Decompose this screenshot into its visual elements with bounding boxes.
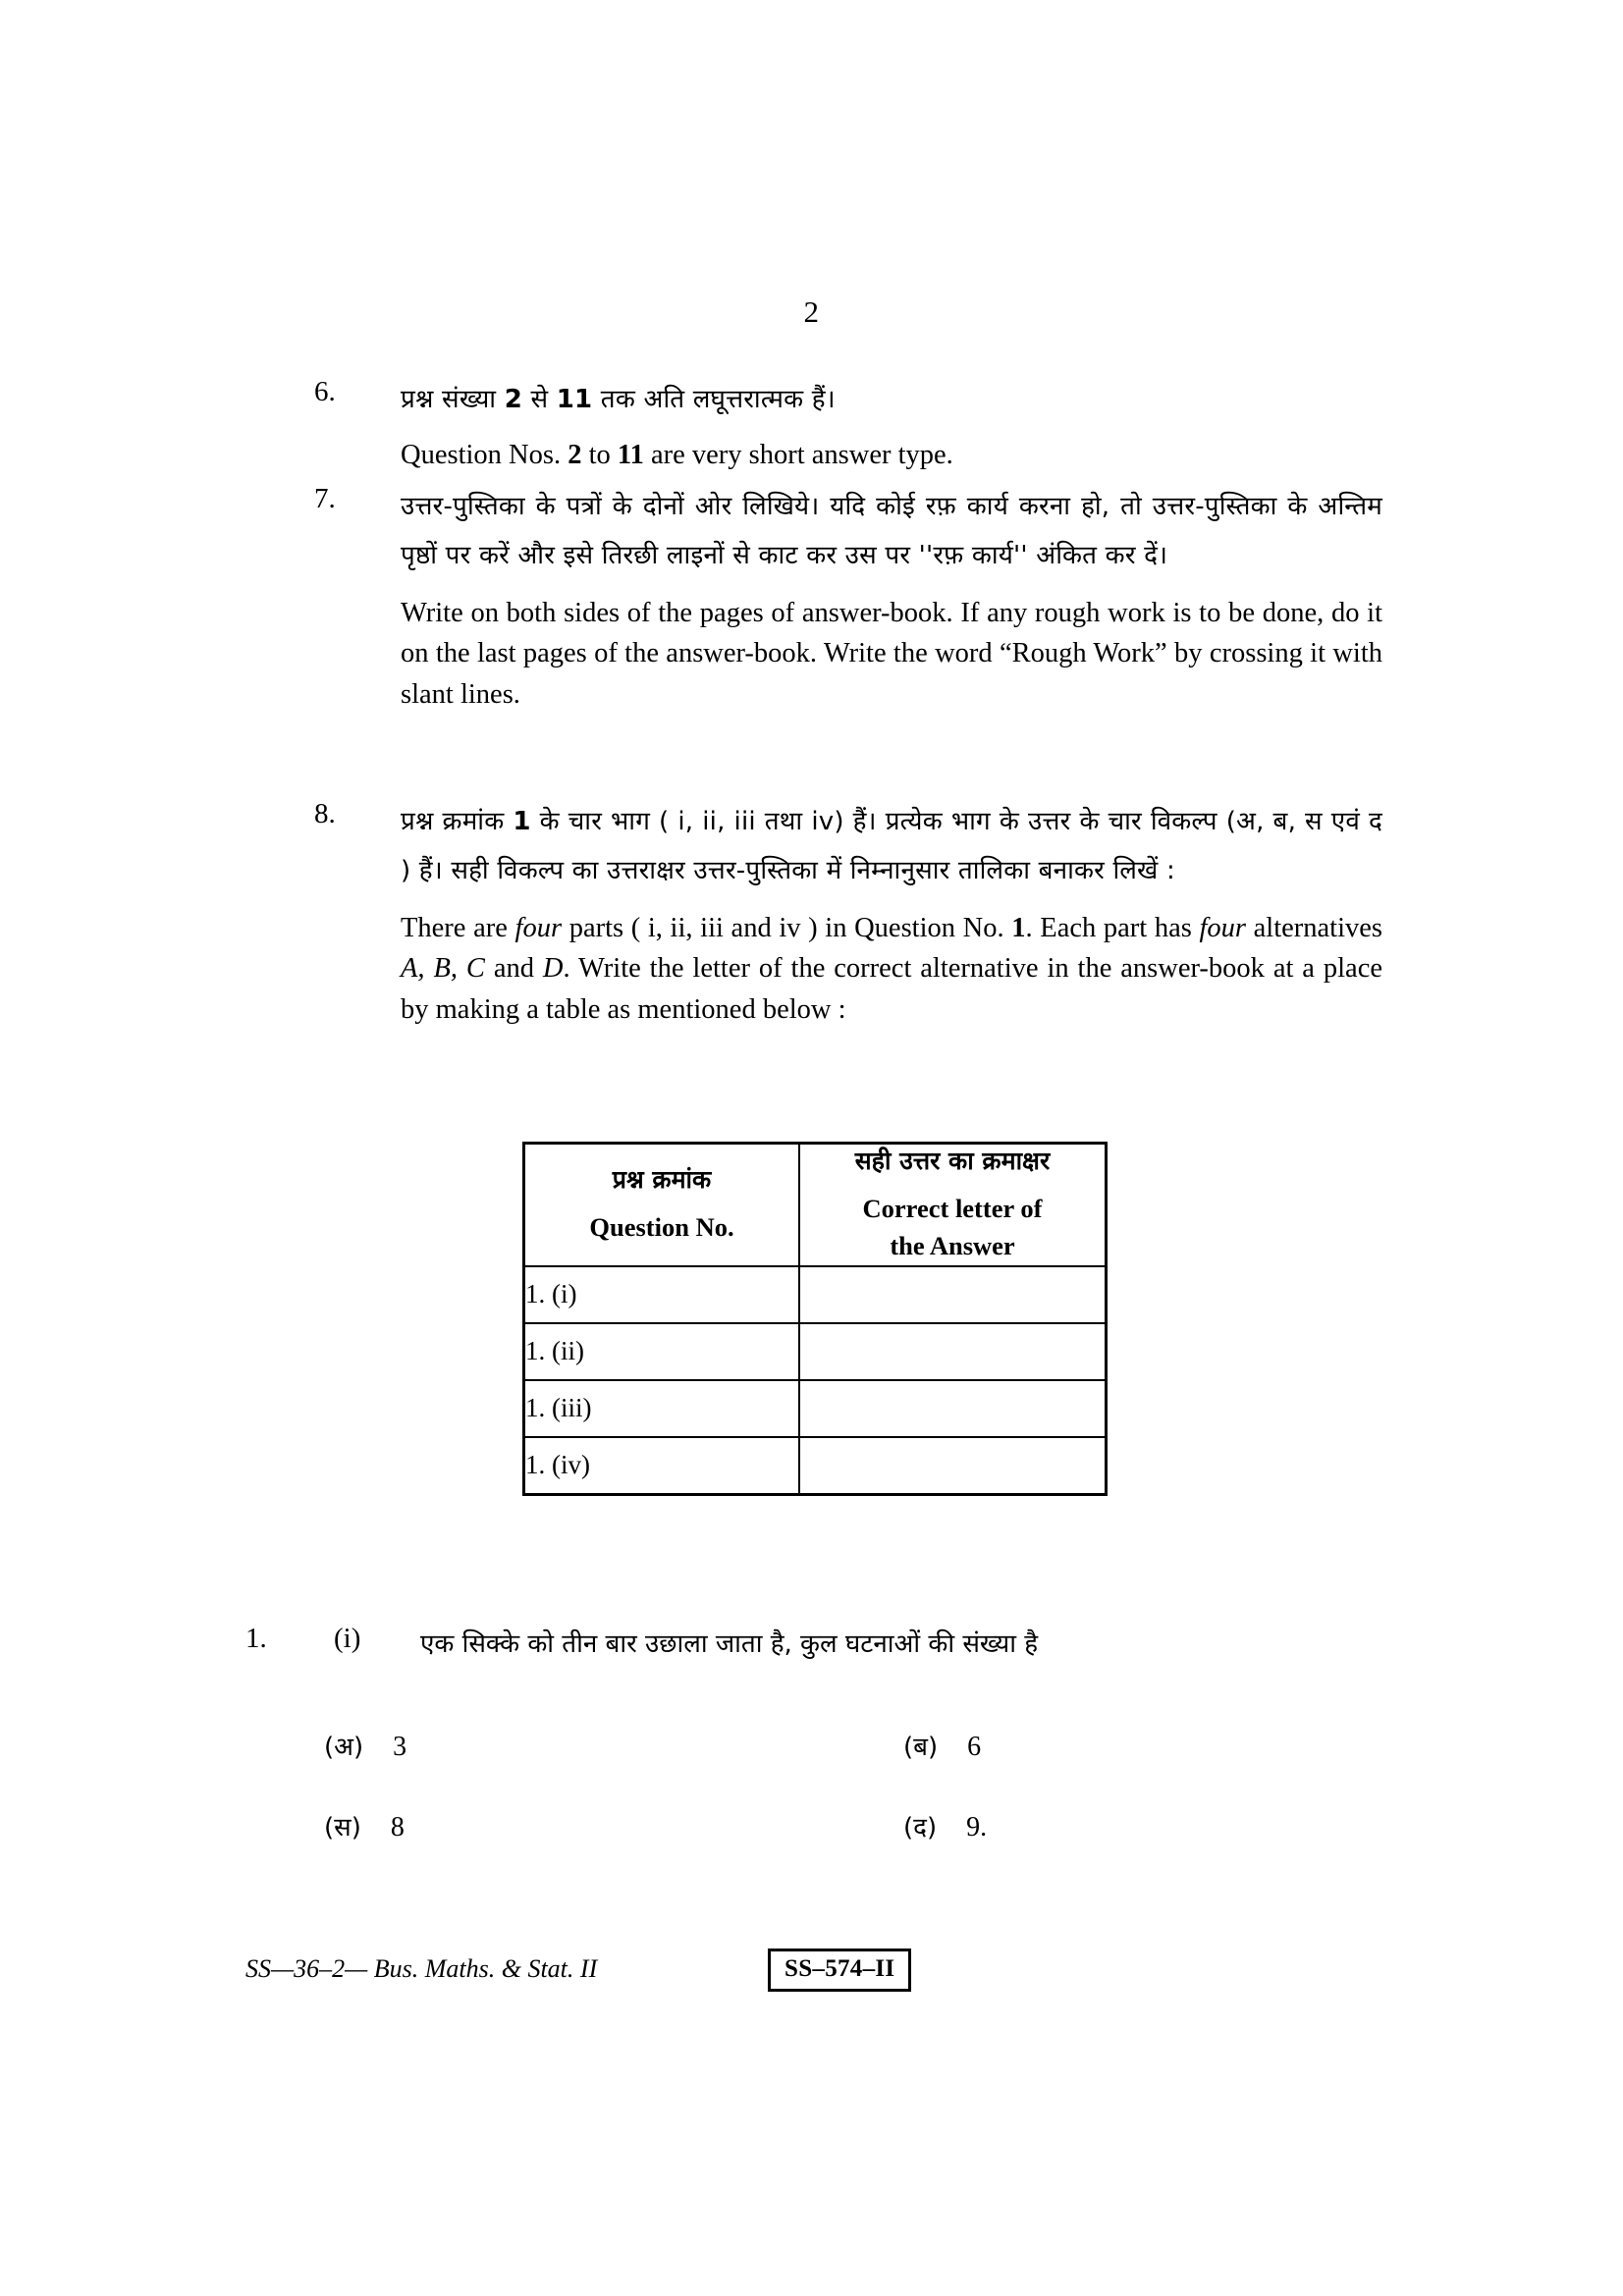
table-header-correct-answer-english xyxy=(800,1190,1105,1265)
table-cell-answer[interactable] xyxy=(799,1323,1107,1380)
table-header-correct-answer-line1: Correct letter of xyxy=(862,1193,1043,1223)
option-c[interactable] xyxy=(324,1808,405,1843)
table-cell-question-no: 1. (i) xyxy=(524,1266,800,1323)
footer-paper-code-box: SS–574–II xyxy=(768,1949,911,1992)
question-1-part-label: (i) xyxy=(334,1623,361,1654)
option-b-key: (ब) xyxy=(903,1733,939,1762)
instruction-number-7: 7. xyxy=(314,483,336,514)
option-a-key: (अ) xyxy=(324,1733,364,1762)
option-row-1 xyxy=(324,1728,1424,1808)
question-1-text: एक सिक्के को तीन बार उछाला जाता है, कुल घटनाओं की संख्या है xyxy=(420,1629,1039,1659)
instruction-item-8 xyxy=(314,798,1394,1031)
option-c-key: (स) xyxy=(324,1813,361,1842)
instruction-number-8: 8. xyxy=(314,798,336,829)
option-a-value: 3 xyxy=(393,1732,407,1762)
footer-subject-code: SS—36–2— Bus. Maths. & Stat. II xyxy=(245,1954,598,1983)
table-header-correct-answer xyxy=(799,1144,1107,1266)
option-b-value: 6 xyxy=(967,1732,982,1762)
instruction-body-8 xyxy=(401,798,1394,1031)
instruction-6-hindi: प्रश्न संख्या 2 से 11 तक अति लघूत्तरात्मक हैं। xyxy=(401,385,836,414)
table-header-question-no xyxy=(524,1144,800,1266)
table-row xyxy=(524,1323,1107,1380)
option-c-value: 8 xyxy=(390,1812,405,1842)
option-d[interactable] xyxy=(903,1808,987,1843)
instruction-body-6 xyxy=(401,376,1394,476)
option-a[interactable] xyxy=(324,1728,406,1763)
instruction-number-6: 6. xyxy=(314,376,336,407)
instruction-8-hindi: प्रश्न क्रमांक 1 के चार भाग ( i, ii, iii तथा iv) हैं। प्रत्येक भाग के उत्तर के चार विकल्प (अ, ब, स एवं द ) हैं। सही विकल्प का उत्तराक्षर उत्तर-पुस्तिका में निम्नानुसार तालिका बनाकर लिखें : xyxy=(401,807,1383,885)
table-cell-answer[interactable] xyxy=(799,1437,1107,1495)
table-header-correct-answer-line2: the Answer xyxy=(890,1231,1015,1261)
question-1 xyxy=(245,1623,1473,1666)
instruction-item-7 xyxy=(314,483,1394,716)
answer-format-table xyxy=(522,1142,1108,1496)
question-1-number: 1. xyxy=(245,1623,267,1654)
table-header-correct-answer-hindi: सही उत्तर का क्रमाक्षर xyxy=(854,1147,1051,1175)
page-footer xyxy=(245,1949,1424,1998)
option-b[interactable] xyxy=(903,1728,981,1763)
table-row xyxy=(524,1380,1107,1437)
option-d-key: (द) xyxy=(903,1813,938,1842)
table-row xyxy=(524,1437,1107,1495)
instruction-7-hindi: उत्तर-पुस्तिका के पत्रों के दोनों ओर लिखिये। यदि कोई रफ़ कार्य करना हो, तो उत्तर-पुस्तिका के अन्तिम पृष्ठों पर करें और इसे तिरछी लाइनों से काट कर उस पर ''रफ़ कार्य'' अंकित कर दें। xyxy=(401,492,1382,570)
table-cell-answer[interactable] xyxy=(799,1380,1107,1437)
table-cell-question-no: 1. (iv) xyxy=(524,1437,800,1495)
instruction-body-7 xyxy=(401,483,1394,716)
table-cell-question-no: 1. (ii) xyxy=(524,1323,800,1380)
table-cell-question-no: 1. (iii) xyxy=(524,1380,800,1437)
page-number: 2 xyxy=(803,294,820,329)
table-cell-answer[interactable] xyxy=(799,1266,1107,1323)
table-row xyxy=(524,1266,1107,1323)
instruction-item-6 xyxy=(314,376,1394,476)
table-header-question-no-english: Question No. xyxy=(589,1211,734,1242)
instruction-6-english: Question Nos. 2 to 11 are very short answer type. xyxy=(401,439,953,470)
instruction-7-english: Write on both sides of the pages of answer-book. If any rough work is to be done, do it on the last pages of the answer-book. Write the word “Rough Work” by crossing it with slant lines. xyxy=(401,597,1382,711)
question-1-options xyxy=(324,1728,1424,1889)
table-header-question-no-hindi: प्रश्न क्रमांक xyxy=(612,1165,712,1195)
option-row-2 xyxy=(324,1808,1424,1889)
option-d-value: 9. xyxy=(966,1812,988,1842)
table-header-row xyxy=(524,1144,1107,1266)
instruction-8-english: There are four parts ( i, ii, iii and iv ) in Question No. 1. Each part has four alternatives A, B, C and D. Write the letter of the correct alternative in the answer-book at a place by making a table as mentioned below : xyxy=(401,912,1382,1026)
